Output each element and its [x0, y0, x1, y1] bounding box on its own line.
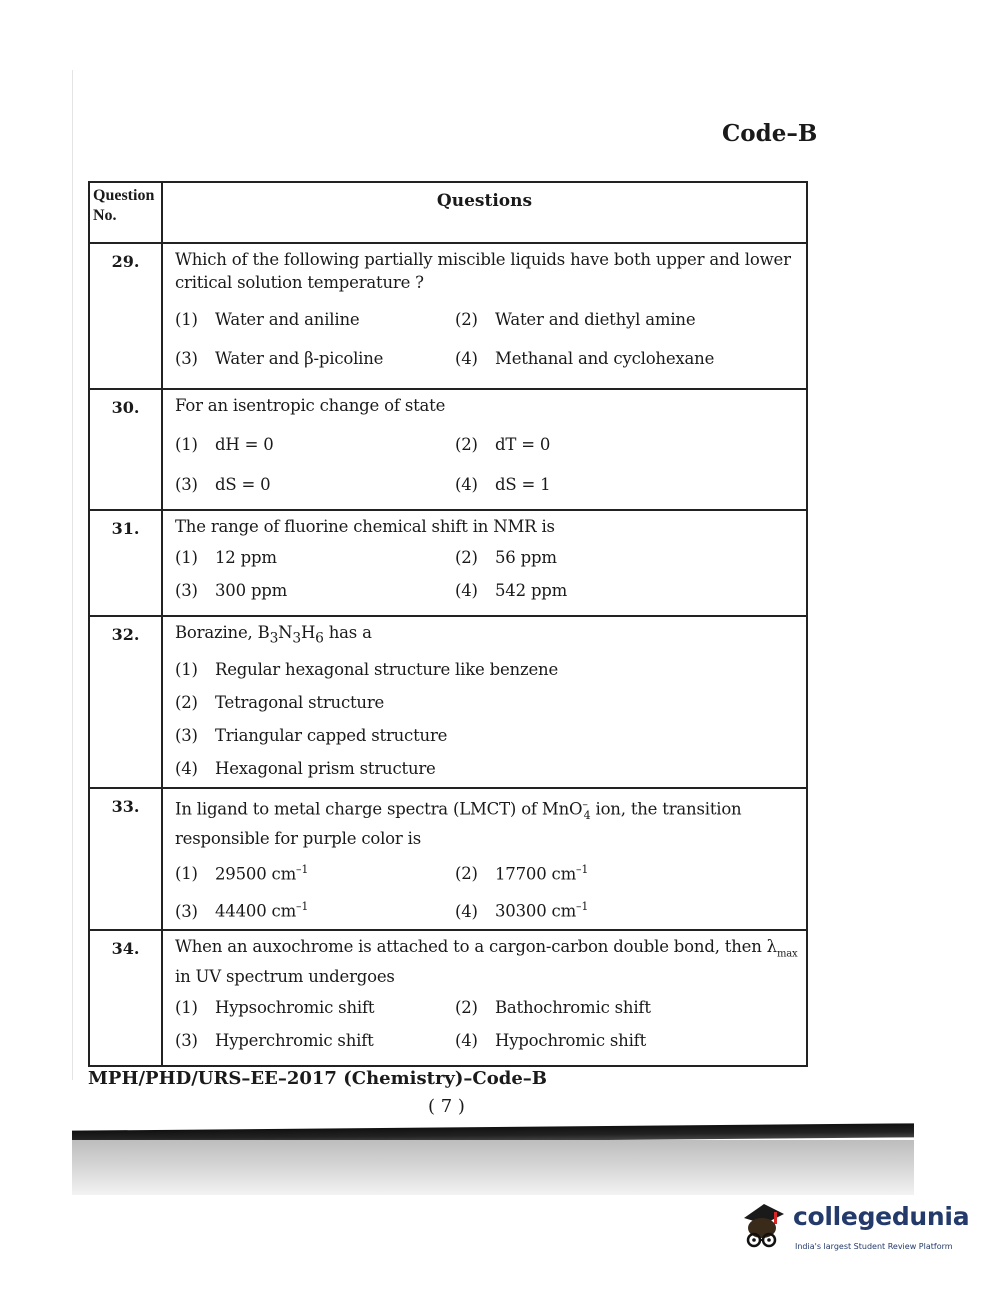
question-stem: When an auxochrome is attached to a cargon-carbon double bond, then $\lambda_{max}$ in UV spectrum undergoes — [175, 936, 798, 987]
option: (2) Water and diethyl amine — [455, 310, 696, 329]
option: (2) dT = 0 — [455, 435, 551, 454]
question-row — [89, 243, 807, 389]
code-label: Code–B — [722, 120, 818, 147]
question-stem: In ligand to metal charge spectra (LMCT) of MnO–$_4$ ion, the transition responsible for purple color is — [175, 798, 742, 848]
question-row — [89, 510, 807, 616]
question-number: 29. — [89, 243, 162, 389]
option: (1) Hypsochromic shift — [175, 998, 375, 1018]
option: (2) Tetragonal structure — [175, 693, 385, 713]
question-body — [162, 930, 807, 1066]
question-row — [89, 616, 807, 788]
option: (3) Water and β-picoline — [175, 349, 384, 368]
question-number: 32. — [89, 616, 162, 788]
option: (3) 300 ppm — [175, 581, 288, 600]
exam-footer: MPH/PHD/URS–EE–2017 (Chemistry)–Code–B — [88, 1068, 547, 1089]
option: (3) Hyperchromic shift — [175, 1031, 374, 1051]
collegedunia-logo[interactable] — [738, 1198, 978, 1260]
question-body — [162, 389, 807, 510]
question-number: 30. — [89, 389, 162, 510]
questions-header: Questions — [162, 182, 807, 243]
option: (2) 17700 $cm^{-1}$ — [455, 862, 589, 884]
logo-tagline: India's largest Student Review Platform — [795, 1242, 953, 1251]
option: (4) Hexagonal prism structure — [175, 759, 436, 779]
question-stem: For an isentropic change of state — [175, 396, 446, 415]
option: (4) Methanal and cyclohexane — [455, 349, 715, 368]
option: (1) Regular hexagonal structure like benzene — [175, 660, 559, 680]
option: (3) 44400 $cm^{-1}$ — [175, 900, 309, 921]
option: (1) 29500 $cm^{-1}$ — [175, 862, 309, 884]
question-row — [89, 389, 807, 510]
mascot-icon — [738, 1198, 790, 1256]
option: (4) dS = 1 — [455, 475, 551, 494]
question-no-header: Question No. — [89, 182, 162, 243]
option: (4) 30300 $cm^{-1}$ — [455, 900, 589, 921]
scan-grey-band — [72, 1140, 914, 1195]
option: (1) Water and aniline — [175, 310, 360, 329]
question-body — [162, 510, 807, 616]
question-row — [89, 788, 807, 930]
question-stem: The range of fluorine chemical shift in NMR is — [175, 517, 555, 536]
table-header-row — [89, 182, 807, 243]
question-number: 33. — [89, 788, 162, 930]
question-body — [162, 243, 807, 389]
option: (1) dH = 0 — [175, 435, 274, 454]
logo-wordmark: collegedunia — [793, 1202, 970, 1231]
question-body — [162, 616, 807, 788]
question-row — [89, 930, 807, 1066]
question-number: 31. — [89, 510, 162, 616]
page-number: ( 7 ) — [428, 1096, 465, 1117]
question-stem: Borazine, $B_3N_3H_6$ has a — [175, 623, 372, 647]
option: (3) Triangular capped structure — [175, 726, 448, 746]
option: (2) 56 ppm — [455, 548, 557, 567]
option: (2) Bathochromic shift — [455, 998, 651, 1018]
question-number: 34. — [89, 930, 162, 1066]
question-stem: Which of the following partially miscible liquids have both upper and lower critical solution temperature ? — [175, 250, 791, 292]
option: (3) dS = 0 — [175, 475, 271, 494]
option: (1) 12 ppm — [175, 548, 277, 567]
option: (4) 542 ppm — [455, 581, 568, 600]
option: (4) Hypochromic shift — [455, 1031, 647, 1051]
scan-edge — [72, 70, 73, 1080]
question-body — [162, 788, 807, 930]
question-table — [88, 181, 808, 1067]
